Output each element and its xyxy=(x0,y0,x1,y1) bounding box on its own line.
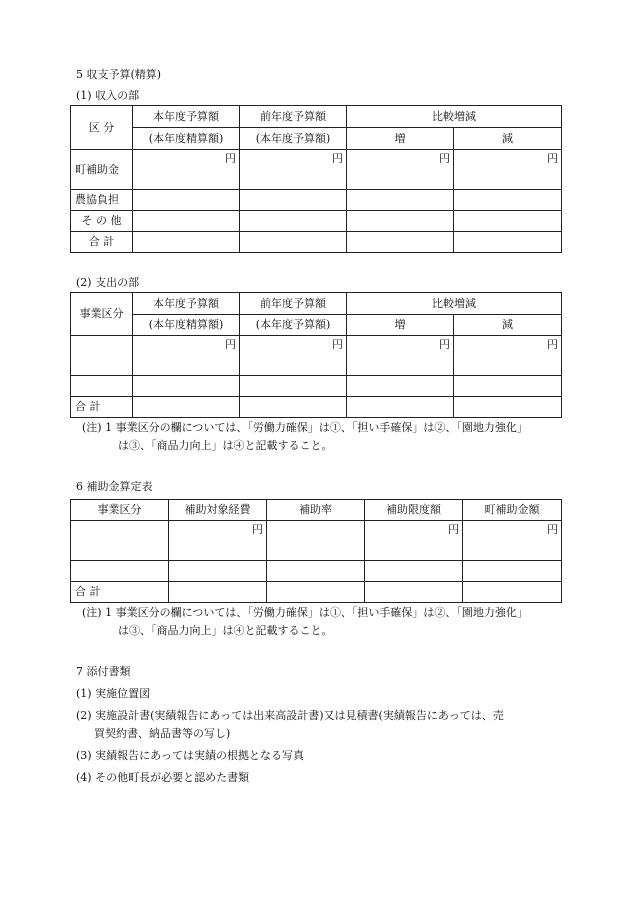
unit-cell: 円 xyxy=(347,150,454,190)
subsidy-total-label: 合 計 xyxy=(71,582,169,603)
income-header-increase: 増 xyxy=(347,128,454,150)
section-6-note-line-2: は③、「商品力向上」は④と記載すること。 xyxy=(118,624,333,637)
empty-cell xyxy=(240,190,347,211)
empty-cell xyxy=(169,582,267,603)
empty-cell xyxy=(240,397,347,418)
expense-header-increase: 増 xyxy=(347,315,454,336)
empty-cell xyxy=(71,336,133,376)
income-header-current-budget: 本年度予算額 xyxy=(133,106,240,128)
unit-cell: 円 xyxy=(365,521,463,561)
empty-cell xyxy=(267,582,365,603)
expense-header-decrease: 減 xyxy=(454,315,562,336)
empty-cell xyxy=(365,561,463,582)
unit-cell: 円 xyxy=(133,336,240,376)
empty-cell xyxy=(454,211,562,232)
expense-header-previous-budget: 前年度予算額 xyxy=(240,293,347,315)
income-header-previous-sub: (本年度予算額) xyxy=(240,128,347,150)
empty-cell xyxy=(347,211,454,232)
empty-cell xyxy=(267,561,365,582)
subsidy-table xyxy=(70,499,562,603)
section-7-title: 7 添付書類 xyxy=(76,665,131,678)
expense-header-comparison: 比較増減 xyxy=(347,293,562,315)
section-5-title: 5 収支予算(精算) xyxy=(76,68,162,81)
income-header-current-settled: (本年度精算額) xyxy=(133,128,240,150)
unit-cell: 円 xyxy=(454,150,562,190)
empty-cell xyxy=(463,582,562,603)
expense-total-label: 合 計 xyxy=(71,397,133,418)
unit-cell: 円 xyxy=(240,150,347,190)
unit-cell: 円 xyxy=(454,336,562,376)
empty-cell xyxy=(347,376,454,397)
unit-cell: 円 xyxy=(463,521,562,561)
attachment-item-3: (3) 実績報告にあっては実績の根拠となる写真 xyxy=(76,749,304,762)
income-row-label: 農協負担 xyxy=(71,190,133,211)
empty-cell xyxy=(133,376,240,397)
expense-header-previous-sub: (本年度予算額) xyxy=(240,315,347,336)
expense-header-current-budget: 本年度予算額 xyxy=(133,293,240,315)
empty-cell xyxy=(347,397,454,418)
expense-header-category: 事業区分 xyxy=(71,293,133,336)
empty-cell xyxy=(133,232,240,253)
unit-cell: 円 xyxy=(240,336,347,376)
attachment-item-2-line-2: 買契約書、納品書等の写し) xyxy=(94,727,231,740)
empty-cell xyxy=(71,376,133,397)
empty-cell xyxy=(169,561,267,582)
empty-cell xyxy=(133,190,240,211)
empty-cell xyxy=(71,561,169,582)
income-row-label: 合 計 xyxy=(71,232,133,253)
empty-cell xyxy=(347,232,454,253)
expense-header-current-settled: (本年度精算額) xyxy=(133,315,240,336)
attachment-item-2-line-1: (2) 実施設計書(実績報告にあっては出来高設計書)又は見積書(実績報告にあっては、売 xyxy=(76,709,504,722)
unit-cell: 円 xyxy=(169,521,267,561)
subsidy-header-town-amount: 町補助金額 xyxy=(463,500,562,521)
empty-cell xyxy=(240,376,347,397)
subsidy-header-limit: 補助限度額 xyxy=(365,500,463,521)
empty-cell xyxy=(454,397,562,418)
income-row-label: そ の 他 xyxy=(71,211,133,232)
expense-section-title: (2) 支出の部 xyxy=(76,276,140,289)
empty-cell xyxy=(133,397,240,418)
expense-table xyxy=(70,292,562,418)
empty-cell xyxy=(240,211,347,232)
income-row-label: 町補助金 xyxy=(71,150,133,190)
subsidy-header-eligible-cost: 補助対象経費 xyxy=(169,500,267,521)
income-section-title: (1) 収入の部 xyxy=(76,89,140,102)
empty-cell xyxy=(454,190,562,211)
empty-cell xyxy=(347,190,454,211)
income-table xyxy=(70,105,562,253)
subsidy-header-rate: 補助率 xyxy=(267,500,365,521)
section-6-title: 6 補助金算定表 xyxy=(76,480,153,493)
empty-cell xyxy=(454,232,562,253)
income-header-comparison: 比較増減 xyxy=(347,106,562,128)
empty-cell xyxy=(133,211,240,232)
income-header-category: 区 分 xyxy=(71,106,133,150)
empty-cell xyxy=(463,561,562,582)
empty-cell xyxy=(71,521,169,561)
empty-cell xyxy=(365,582,463,603)
empty-cell xyxy=(240,232,347,253)
unit-cell: 円 xyxy=(347,336,454,376)
empty-cell xyxy=(267,521,365,561)
attachment-item-4: (4) その他町長が必要と認めた書類 xyxy=(76,771,250,784)
income-header-previous-budget: 前年度予算額 xyxy=(240,106,347,128)
attachment-item-1: (1) 実施位置図 xyxy=(76,687,151,700)
unit-cell: 円 xyxy=(133,150,240,190)
section-5-note-line-1: (注) 1 事業区分の欄については、「労働力確保」は①、「担い手確保」は②、「園地力強化」 xyxy=(82,421,528,434)
subsidy-header-category: 事業区分 xyxy=(71,500,169,521)
section-6-note-line-1: (注) 1 事業区分の欄については、「労働力確保」は①、「担い手確保」は②、「園地力強化」 xyxy=(82,606,528,619)
income-header-decrease: 減 xyxy=(454,128,562,150)
empty-cell xyxy=(454,376,562,397)
section-5-note-line-2: は③、「商品力向上」は④と記載すること。 xyxy=(118,439,333,452)
